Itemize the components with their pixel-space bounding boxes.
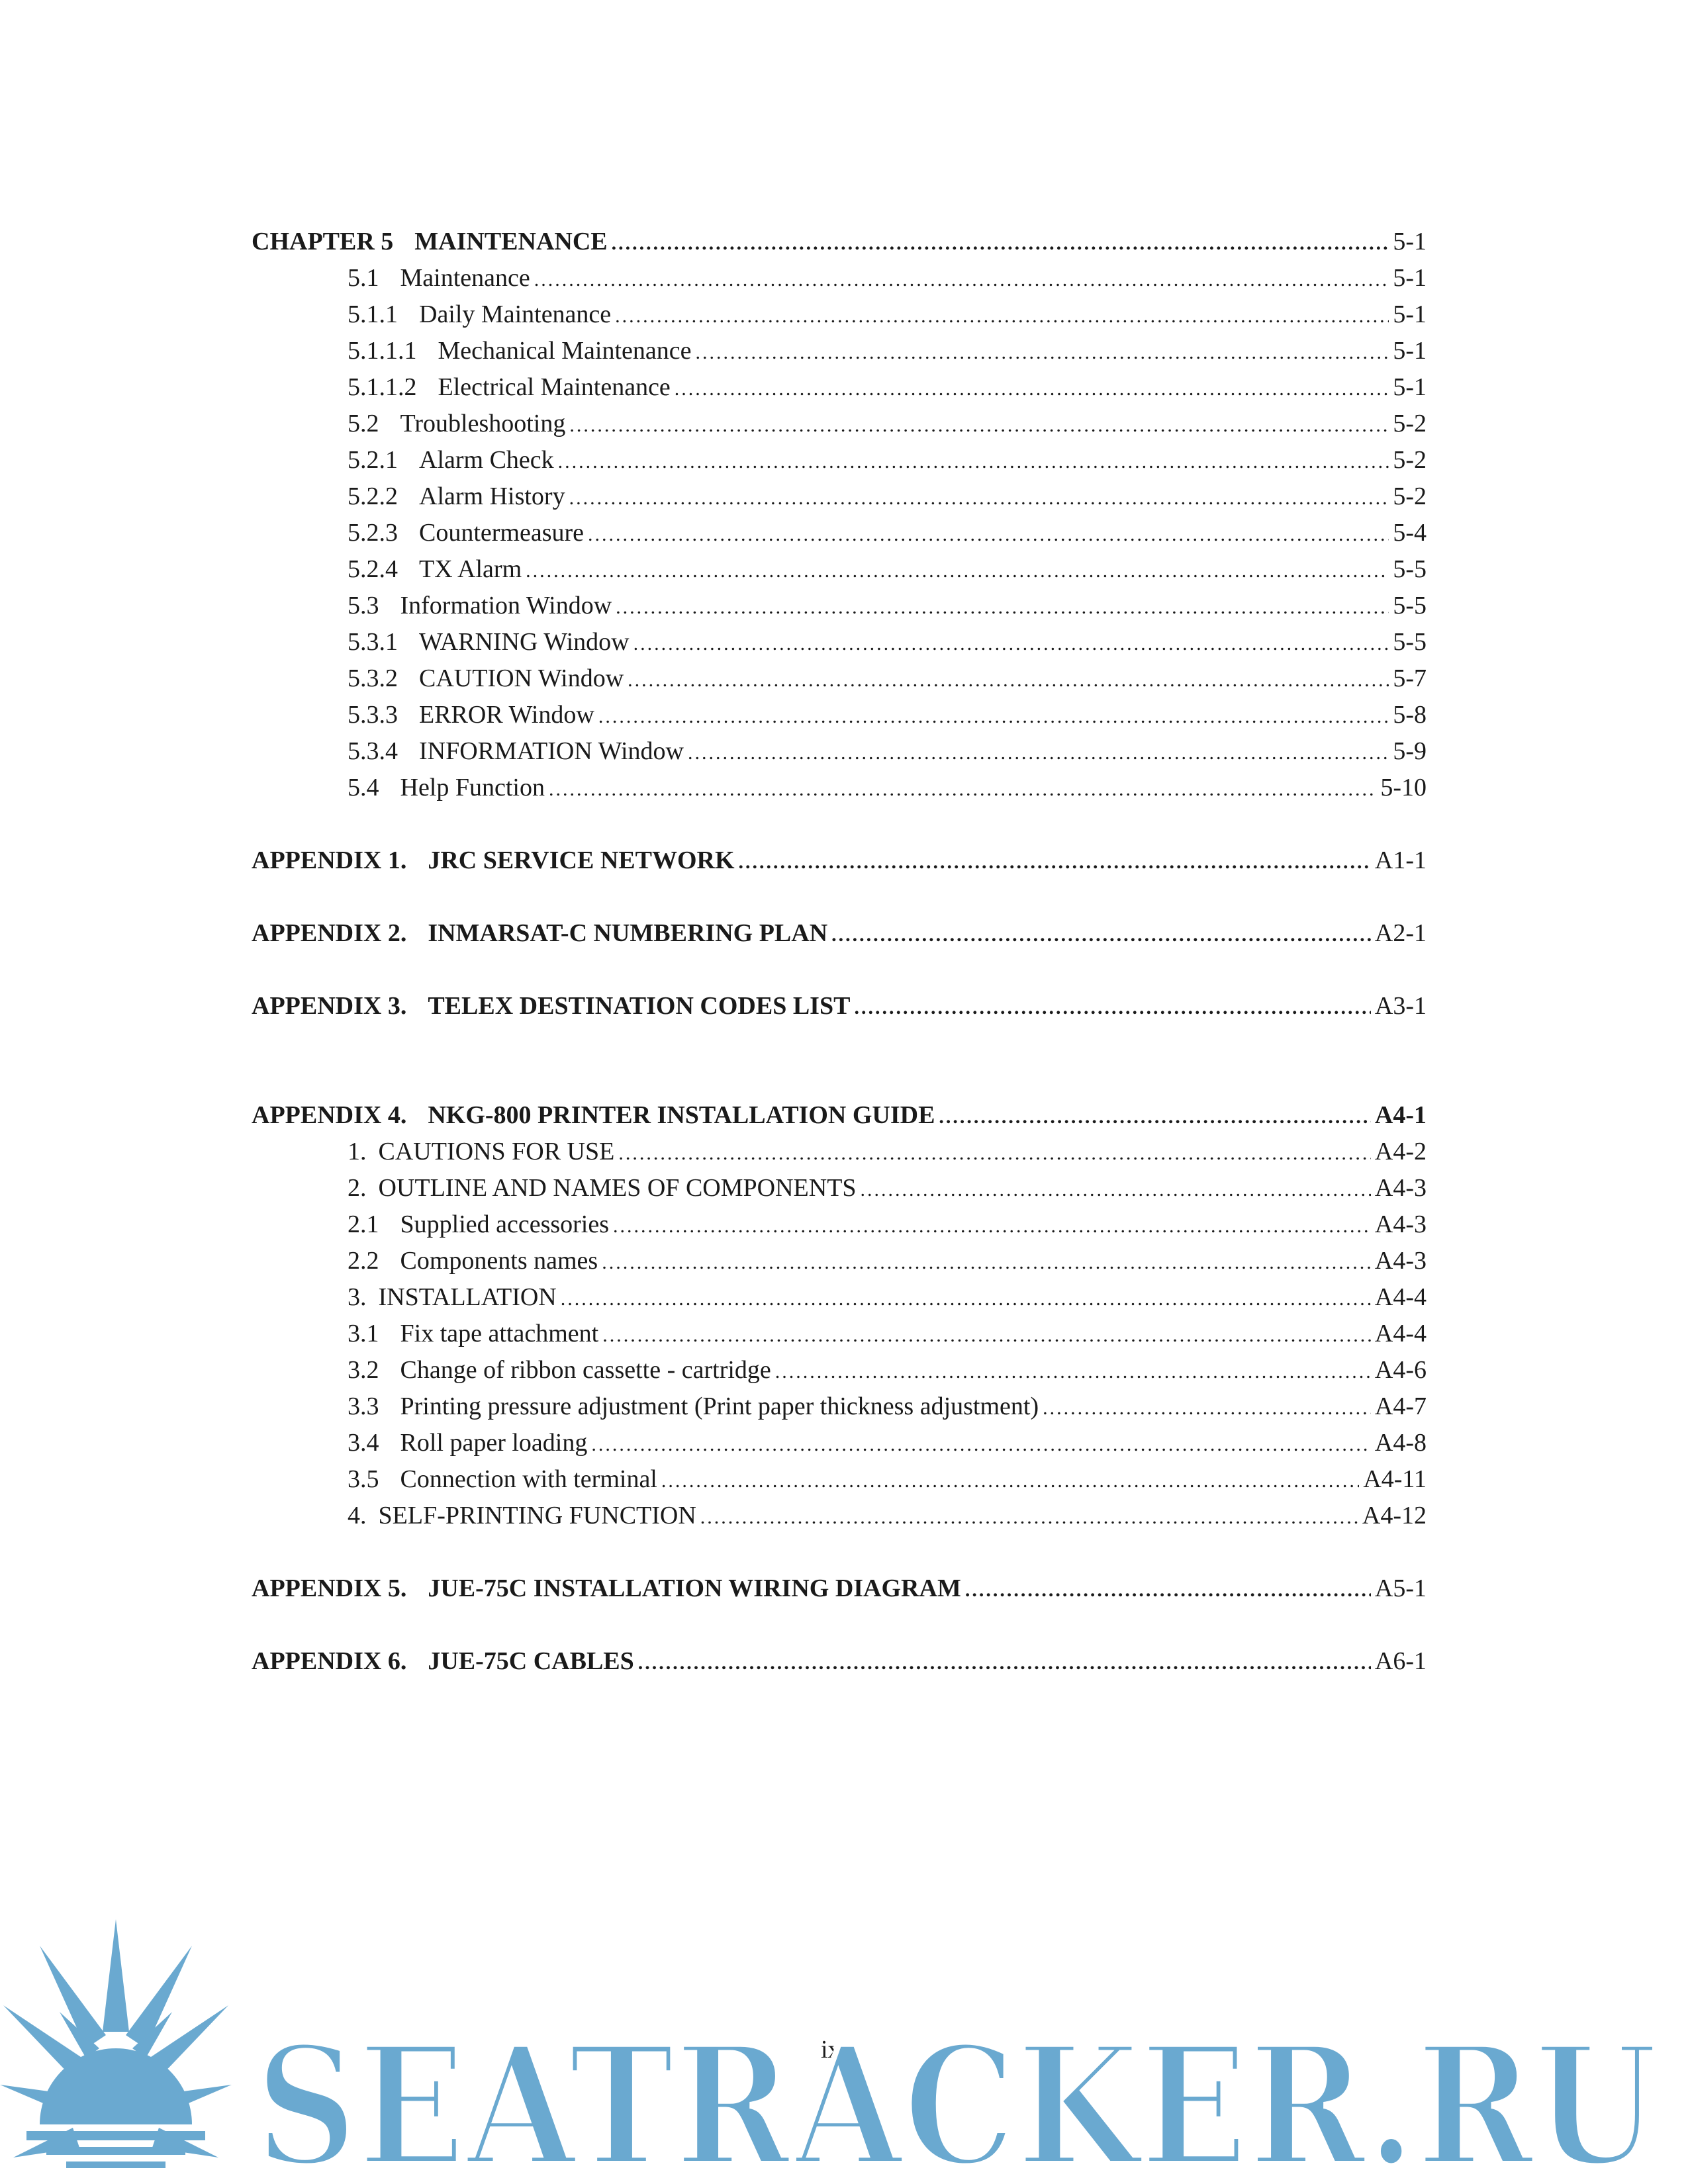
dot-leader <box>628 664 1389 696</box>
dot-leader <box>613 1210 1371 1242</box>
dot-leader <box>775 1356 1371 1388</box>
toc-entry-a4-2-2[interactable]: 2.2 Components names ..... A4-3 <box>348 1245 1427 1279</box>
dot-leader <box>618 1138 1371 1169</box>
toc-entry-a4-3-3[interactable]: 3.3 Printing pressure adjustment (Print paper thickness adjustment) ..... A4-7 <box>348 1390 1427 1424</box>
dot-leader <box>661 1465 1359 1497</box>
dot-leader <box>598 701 1389 733</box>
toc-entry-5-1-1-2[interactable]: 5.1.1.2 Electrical Maintenance ..... 5-1 <box>348 371 1427 405</box>
dot-leader <box>615 300 1389 332</box>
toc-entry-5-2-2[interactable]: 5.2.2 Alarm History ..... 5-2 <box>348 480 1427 514</box>
toc-entry-appendix-2[interactable]: APPENDIX 2. INMARSAT-C NUMBERING PLAN ..... A2-1 <box>252 917 1427 951</box>
sun-icon <box>0 1919 232 2168</box>
dot-leader <box>569 482 1389 514</box>
page-number: ix <box>821 2036 841 2064</box>
dot-leader <box>558 446 1389 478</box>
toc-entry-5-2-4[interactable]: 5.2.4 TX Alarm ..... 5-5 <box>348 553 1427 587</box>
toc-entry-a4-4[interactable]: 4. SELF-PRINTING FUNCTION ..... A4-12 <box>348 1500 1427 1533</box>
dot-leader <box>549 774 1376 805</box>
toc-entry-5-3-3[interactable]: 5.3.3 ERROR Window ..... 5-8 <box>348 699 1427 733</box>
toc-entry-a4-2-1[interactable]: 2.1 Supplied accessories ..... A4-3 <box>348 1208 1427 1242</box>
toc-entry-appendix-3[interactable]: APPENDIX 3. TELEX DESTINATION CODES LIST ..... A3-1 <box>252 990 1427 1024</box>
dot-leader <box>588 519 1389 551</box>
dot-leader <box>854 992 1370 1024</box>
dot-leader <box>616 592 1389 623</box>
dot-leader <box>695 337 1389 369</box>
dot-leader <box>638 1647 1371 1679</box>
dot-leader <box>1043 1392 1371 1424</box>
toc-entry-a4-3-2[interactable]: 3.2 Change of ribbon cassette - cartridge ..... A4-6 <box>348 1354 1427 1388</box>
dot-leader <box>602 1247 1371 1279</box>
toc-entry-5-3-1[interactable]: 5.3.1 WARNING Window ..... 5-5 <box>348 626 1427 660</box>
toc-entry-5-2-3[interactable]: 5.2.3 Countermeasure ..... 5-4 <box>348 517 1427 551</box>
dot-leader <box>861 1174 1371 1206</box>
dot-leader <box>675 373 1389 405</box>
toc-entry-appendix-4[interactable]: APPENDIX 4. NKG-800 PRINTER INSTALLATION GUIDE ..... A4-1 <box>252 1099 1427 1133</box>
dot-leader <box>569 410 1389 441</box>
dot-leader <box>831 919 1371 951</box>
toc-entry-5-3-4[interactable]: 5.3.4 INFORMATION Window ..... 5-9 <box>348 735 1427 769</box>
toc-entry-appendix-5[interactable]: APPENDIX 5. JUE-75C INSTALLATION WIRING DIAGRAM ..... A5-1 <box>252 1572 1427 1606</box>
toc-entry-a4-3-5[interactable]: 3.5 Connection with terminal ..... A4-11 <box>348 1463 1427 1497</box>
dot-leader <box>591 1429 1371 1461</box>
watermark-text: SEATRACKER.RU <box>255 2009 1658 2184</box>
toc-entry-appendix-6[interactable]: APPENDIX 6. JUE-75C CABLES ..... A6-1 <box>252 1645 1427 1679</box>
dot-leader <box>700 1502 1358 1533</box>
toc-entry-a4-2[interactable]: 2. OUTLINE AND NAMES OF COMPONENTS ..... A4-3 <box>348 1172 1427 1206</box>
toc-entry-a4-1[interactable]: 1. CAUTIONS FOR USE ..... A4-2 <box>348 1136 1427 1169</box>
dot-leader <box>534 264 1389 296</box>
dot-leader <box>633 628 1389 660</box>
toc-entry-5-3-2[interactable]: 5.3.2 CAUTION Window ..... 5-7 <box>348 662 1427 696</box>
dot-leader <box>526 555 1389 587</box>
dot-leader <box>939 1101 1370 1133</box>
toc-entry-a4-3[interactable]: 3. INSTALLATION ..... A4-4 <box>348 1281 1427 1315</box>
toc-entry-chapter-5[interactable]: CHAPTER 5 MAINTENANCE ..... 5-1 <box>252 226 1427 259</box>
dot-leader <box>688 737 1389 769</box>
toc-entry-5-2[interactable]: 5.2 Troubleshooting ..... 5-2 <box>348 408 1427 441</box>
dot-leader <box>612 228 1389 259</box>
toc-entry-5-1[interactable]: 5.1 Maintenance ..... 5-1 <box>348 262 1427 296</box>
watermark <box>0 1906 1688 2184</box>
toc-entry-5-3[interactable]: 5.3 Information Window ..... 5-5 <box>348 590 1427 623</box>
toc-entry-5-1-1[interactable]: 5.1.1 Daily Maintenance ..... 5-1 <box>348 298 1427 332</box>
dot-leader <box>965 1574 1371 1606</box>
dot-leader <box>739 846 1371 878</box>
dot-leader <box>561 1283 1371 1315</box>
toc-entry-5-2-1[interactable]: 5.2.1 Alarm Check ..... 5-2 <box>348 444 1427 478</box>
toc-entry-5-1-1-1[interactable]: 5.1.1.1 Mechanical Maintenance ..... 5-1 <box>348 335 1427 369</box>
toc-entry-a4-3-4[interactable]: 3.4 Roll paper loading ..... A4-8 <box>348 1427 1427 1461</box>
toc-entry-5-4[interactable]: 5.4 Help Function ..... 5-10 <box>348 772 1427 805</box>
toc-entry-appendix-1[interactable]: APPENDIX 1. JRC SERVICE NETWORK ..... A1-1 <box>252 844 1427 878</box>
dot-leader <box>602 1320 1371 1351</box>
toc-entry-a4-3-1[interactable]: 3.1 Fix tape attachment ..... A4-4 <box>348 1318 1427 1351</box>
